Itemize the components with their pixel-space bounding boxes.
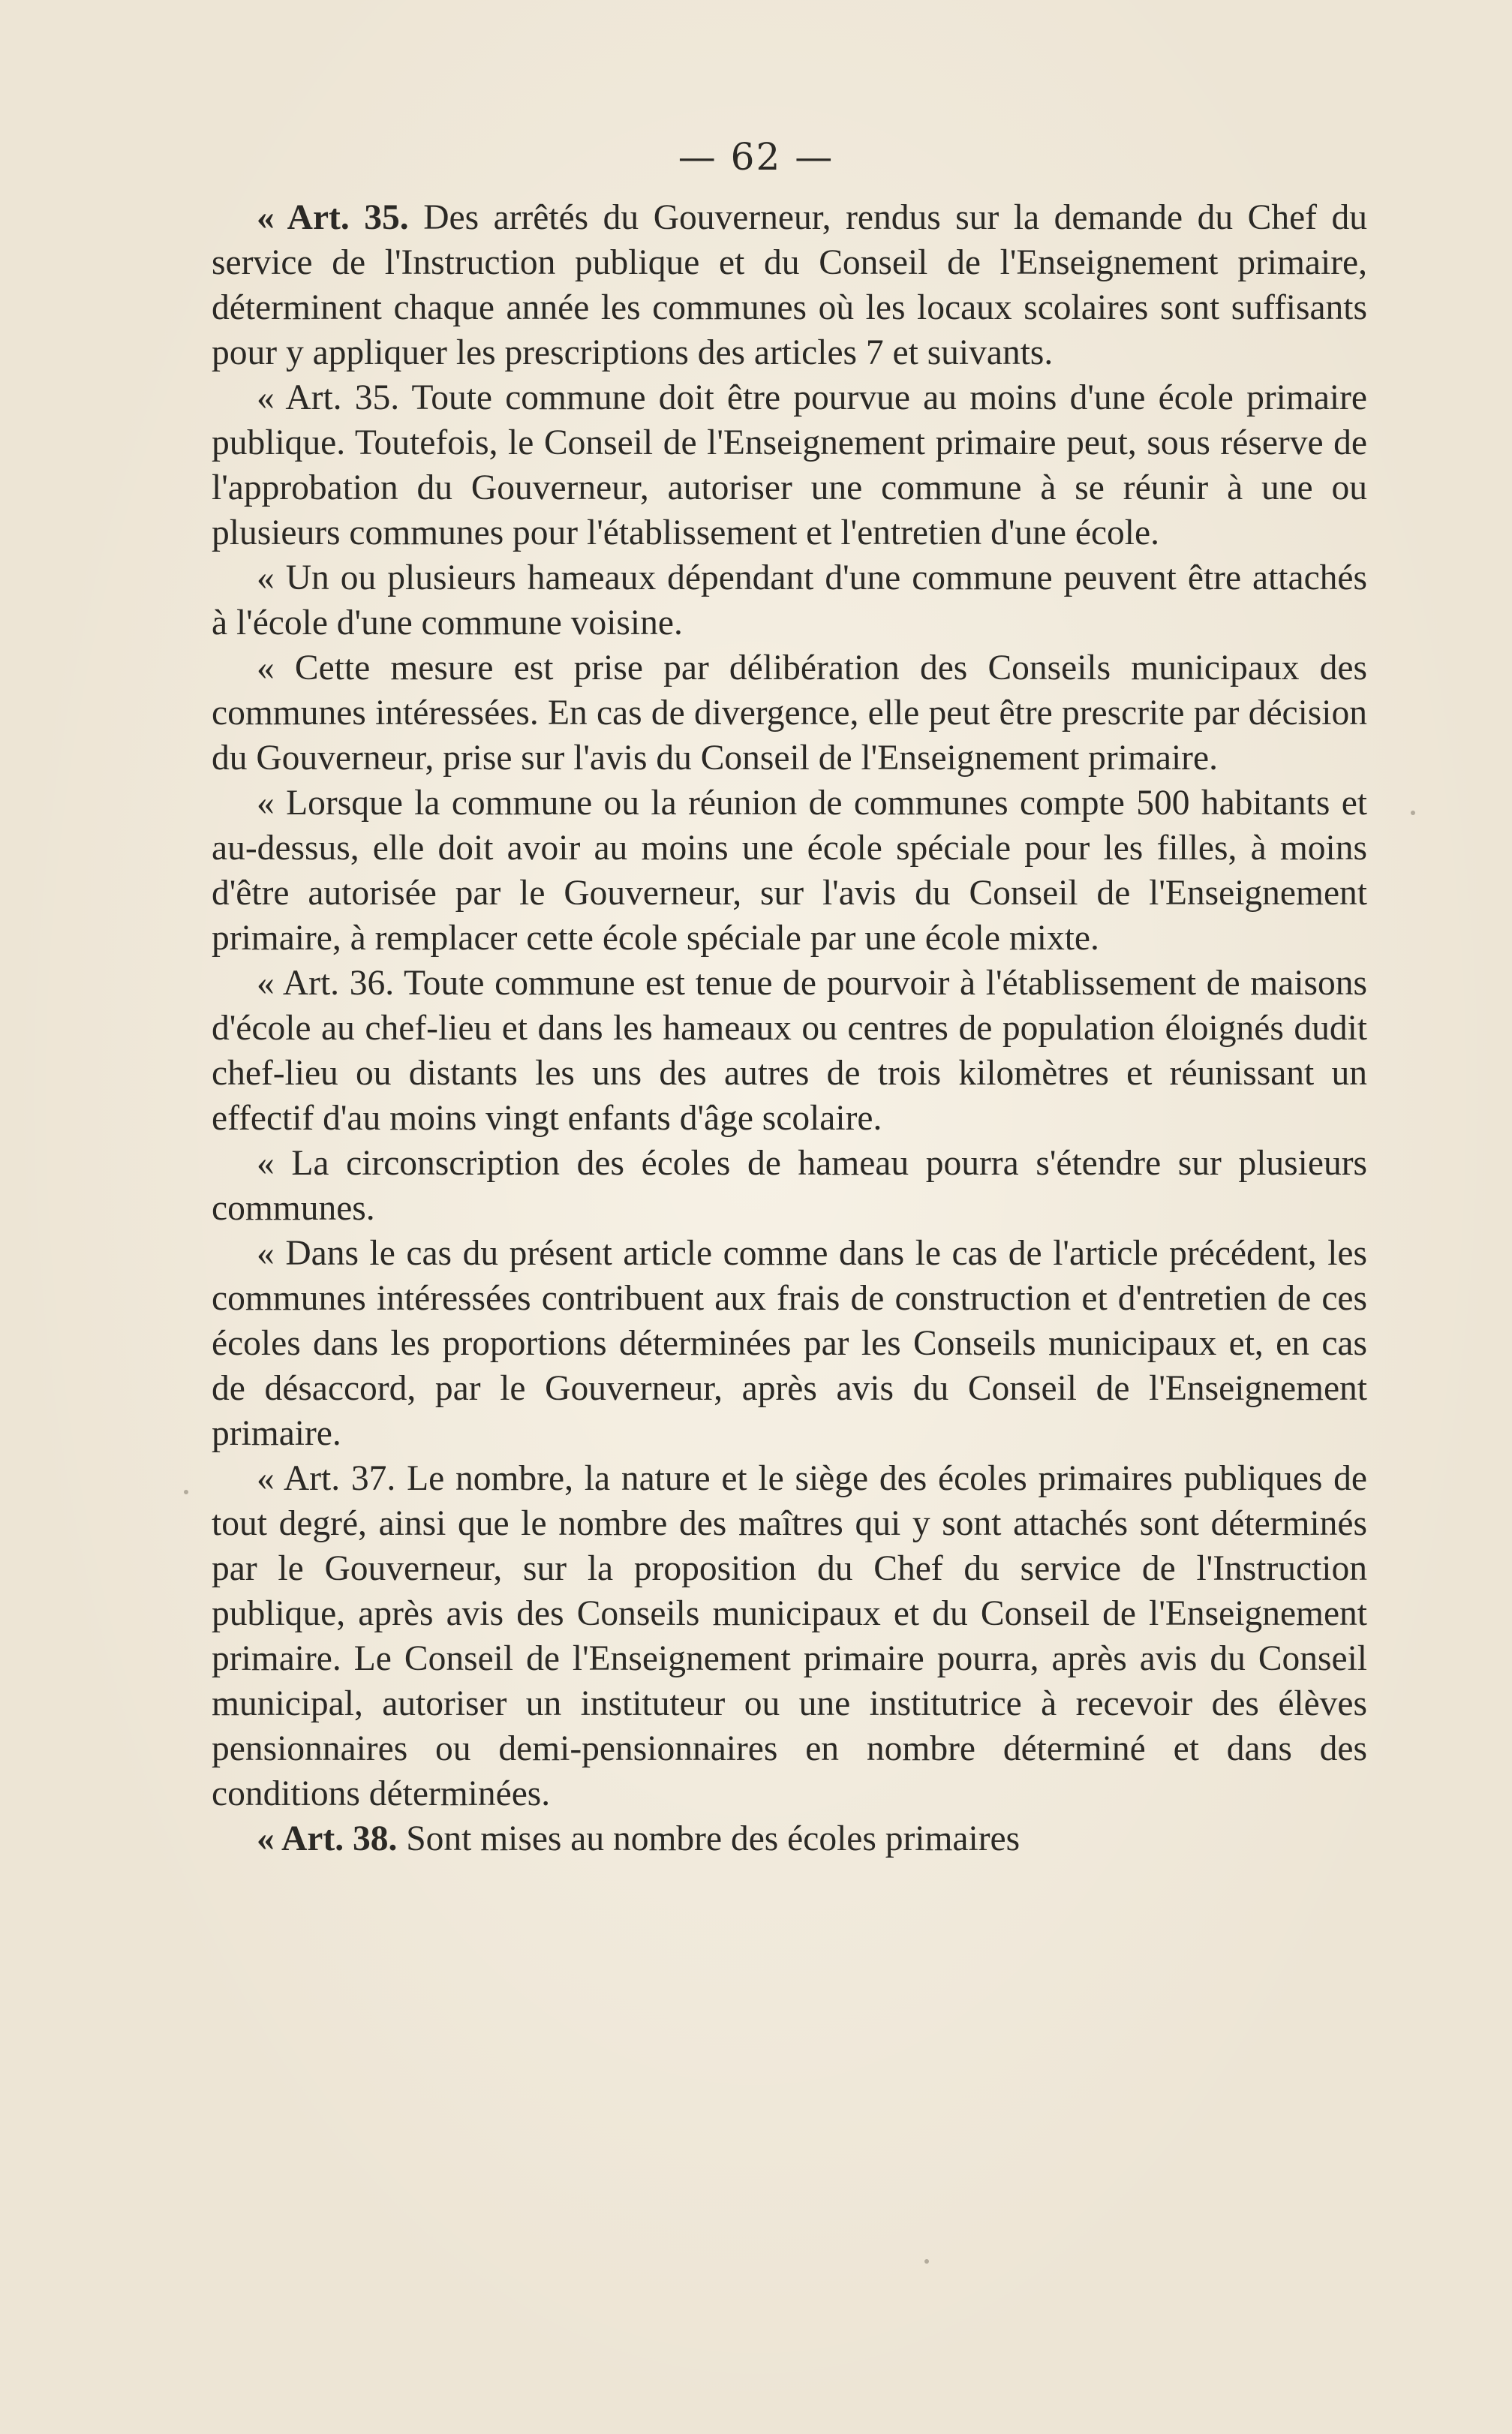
paragraph-lead: « Art. 38. — [257, 1819, 398, 1858]
paper-speck — [1411, 811, 1415, 815]
paragraph-lead: « Art. 35. — [257, 198, 409, 237]
paragraph-frais — [212, 1231, 1367, 1456]
paragraph-body: « Art. 35. Toute commune doit être pourvue au moins d'une école primaire publique. Toutefois, le Conseil de l'Enseignement primaire peut, sous réserve de l'approbation du Gouverneur, autoriser une commune à se réunir à une ou plusieurs communes pour l'établissement et l'entretien d'une école. — [212, 378, 1367, 552]
paragraph-body: « Un ou plusieurs hameaux dépendant d'une commune peuvent être attachés à l'école d'une commune voisine. — [212, 558, 1367, 642]
paragraph-art-35-first — [212, 195, 1367, 375]
paragraph-habitants — [212, 781, 1367, 961]
article-text-block — [212, 195, 1367, 1861]
paper-speck — [924, 2259, 929, 2264]
paragraph-art-38 — [212, 1816, 1367, 1861]
paragraph-art-36 — [212, 961, 1367, 1141]
paragraph-body: « Dans le cas du présent article comme dans le cas de l'article précédent, les communes intéressées contribuent aux frais de construction et d'entretien de ces écoles dans les proportions déterminées par les Conseils municipaux et, en cas de désaccord, par le Gouverneur, après avis du Conseil de l'Enseignement primaire. — [212, 1234, 1367, 1453]
page-number: — 62 — — [678, 135, 834, 179]
paragraph-body: « Art. 36. Toute commune est tenue de pourvoir à l'établissement de maisons d'école au chef-lieu et dans les hameaux ou centres de population éloignés dudit chef-lieu ou distants les uns des autres de trois kilomètres et réunissant un effectif d'au moins vingt enfants d'âge scolaire. — [212, 964, 1367, 1138]
paragraph-circonscription — [212, 1141, 1367, 1231]
paragraph-body: Des arrêtés du Gouverneur, rendus sur la demande du Chef du service de l'Instruction publique et du Conseil de l'Enseignement primaire, déterminent chaque année les communes où les locaux scolaires sont suffisants pour y appliquer les prescriptions des articles 7 et suivants. — [212, 198, 1367, 372]
paragraph-hameaux — [212, 555, 1367, 645]
paragraph-body: « Art. 37. Le nombre, la nature et le siège des écoles primaires publiques de tout degré, ainsi que le nombre des maîtres qui y sont attachés sont déterminés par le Gouverneur, sur la proposition du Chef du service de l'Instruction publique, après avis des Conseils municipaux et du Conseil de l'Enseignement primaire. Le Conseil de l'Enseignement primaire pourra, après avis du Conseil municipal, autoriser un instituteur ou une institutrice à recevoir des élèves pensionnaires ou demi-pensionnaires en nombre déterminé et dans des conditions déterminées. — [212, 1459, 1367, 1813]
paragraph-art-35-second — [212, 375, 1367, 555]
paragraph-body: « La circonscription des écoles de hameau pourra s'étendre sur plusieurs communes. — [212, 1144, 1367, 1228]
paragraph-body: Sont mises au nombre des écoles primaires — [406, 1819, 1021, 1858]
paragraph-art-37 — [212, 1456, 1367, 1816]
paragraph-body: « Lorsque la commune ou la réunion de communes compte 500 habitants et au-dessus, elle doit avoir au moins une école spéciale pour les filles, à moins d'être autorisée par le Gouverneur, sur l'avis du Conseil de l'Enseignement primaire, à remplacer cette école spéciale par une école mixte. — [212, 784, 1367, 958]
paragraph-body: « Cette mesure est prise par délibération des Conseils municipaux des communes intéressées. En cas de divergence, elle peut être prescrite par décision du Gouverneur, prise sur l'avis du Conseil de l'Enseignement primaire. — [212, 648, 1367, 778]
paper-speck — [184, 1490, 188, 1494]
paragraph-mesure — [212, 645, 1367, 781]
